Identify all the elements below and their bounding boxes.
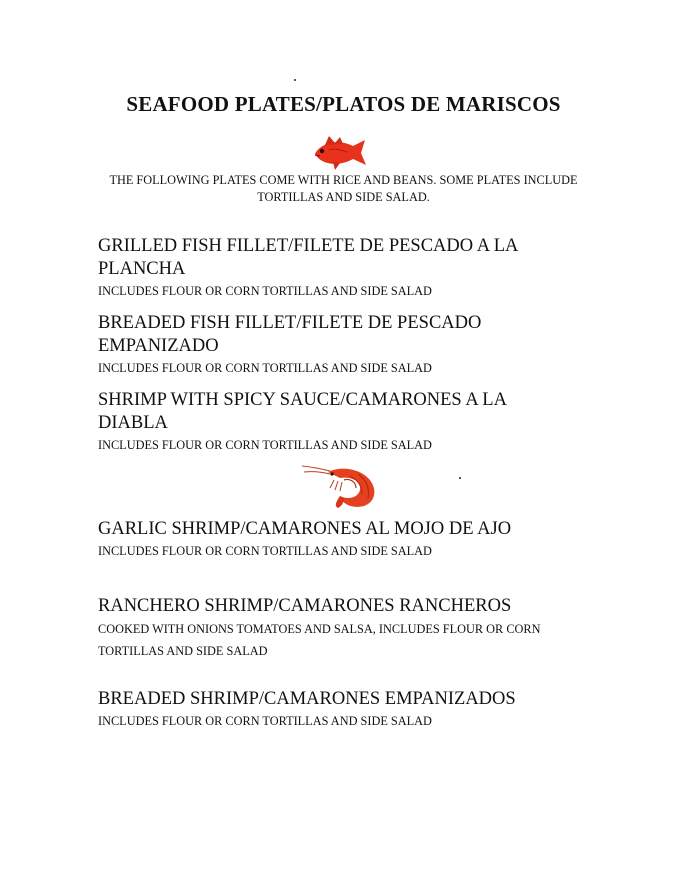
- menu-item-description: COOKED WITH ONIONS TOMATOES AND SALSA, INCLUDES FLOUR OR CORN TORTILLAS AND SIDE SALAD: [98, 622, 541, 658]
- menu-item-name: GARLIC SHRIMP/CAMARONES AL MOJO DE AJO: [98, 519, 512, 539]
- scan-speck: [294, 79, 296, 81]
- menu-item-name: RANCHERO SHRIMP/CAMARONES RANCHEROS: [98, 596, 512, 616]
- plates-note: THE FOLLOWING PLATES COME WITH RICE AND BEANS. SOME PLATES INCLUDE TORTILLAS AND SIDE SALAD.: [109, 173, 578, 204]
- menu-item: [98, 235, 568, 300]
- menu-item-description: INCLUDES FLOUR OR CORN TORTILLAS AND SIDE SALAD: [98, 284, 432, 298]
- shrimp-icon: [300, 462, 384, 510]
- menu-item-description: INCLUDES FLOUR OR CORN TORTILLAS AND SIDE SALAD: [98, 361, 432, 375]
- menu-item-name: BREADED FISH FILLET/FILETE DE PESCADO EMPANIZADO: [98, 313, 482, 356]
- menu-item-name: GRILLED FISH FILLET/FILETE DE PESCADO A LA PLANCHA: [98, 236, 518, 279]
- menu-item: [98, 389, 568, 454]
- page-title: SEAFOOD PLATES/PLATOS DE MARISCOS: [126, 92, 561, 116]
- menu-item-description: INCLUDES FLOUR OR CORN TORTILLAS AND SIDE SALAD: [98, 714, 432, 728]
- menu-item-name: BREADED SHRIMP/CAMARONES EMPANIZADOS: [98, 689, 516, 709]
- menu-item-description: INCLUDES FLOUR OR CORN TORTILLAS AND SIDE SALAD: [98, 438, 432, 452]
- menu-item-description: INCLUDES FLOUR OR CORN TORTILLAS AND SIDE SALAD: [98, 544, 432, 558]
- menu-item: [98, 312, 568, 377]
- menu-item: [98, 518, 568, 560]
- menu-item: [98, 595, 553, 662]
- menu-item-name: SHRIMP WITH SPICY SAUCE/CAMARONES A LA DIABLA: [98, 390, 506, 433]
- scan-speck: [459, 477, 461, 479]
- fish-icon: [309, 134, 369, 172]
- menu-item: [98, 688, 568, 730]
